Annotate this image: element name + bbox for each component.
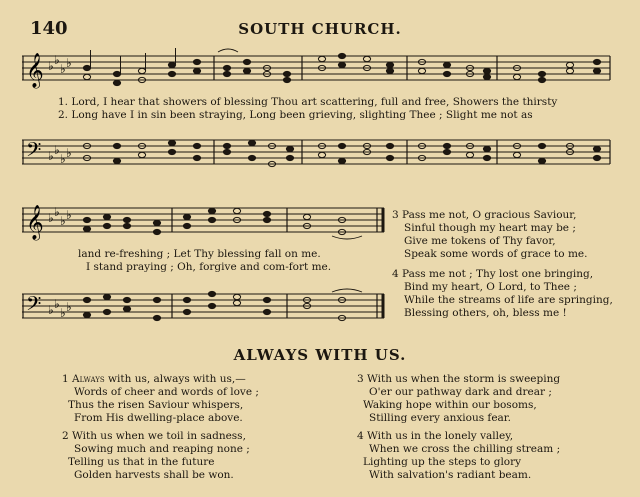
poem-line: Telling us that in the future: [68, 456, 215, 468]
tune-title: SOUTH CHURCH.: [238, 20, 402, 38]
poem-line: Sowing much and reaping none ;: [74, 443, 250, 455]
poem-stanza-1: [62, 373, 259, 425]
svg-text:♭: ♭: [54, 53, 60, 67]
svg-text:♭: ♭: [48, 211, 54, 225]
poem-line: From His dwelling-place above.: [74, 412, 243, 424]
lyric-row2-line2: I stand praying ; Oh, forgive and com-fort me.: [86, 261, 332, 273]
poem-line: When we cross the chilling stream ;: [369, 443, 561, 455]
svg-text:♭: ♭: [66, 56, 72, 70]
side-stanza-line: While the streams of life are springing,: [404, 294, 613, 306]
poem-line: 3 With us when the storm is sweeping: [357, 373, 561, 385]
svg-text:♭: ♭: [60, 306, 66, 320]
side-stanza-line: 3 Pass me not, O gracious Saviour,: [392, 209, 577, 221]
lyric-row1-line2: 2. Long have I in sin been straying, Long been grieving, slighting Thee ; Slight me not as: [58, 109, 533, 121]
svg-text:♭: ♭: [54, 205, 60, 219]
treble-staff-row1: [22, 48, 612, 88]
side-stanza-line: Blessing others, oh, bless me !: [404, 307, 567, 319]
svg-text:𝄞: 𝄞: [26, 205, 44, 240]
svg-text:♭: ♭: [48, 149, 54, 163]
svg-text:𝄢: 𝄢: [26, 292, 42, 320]
bass-staff-row2: [22, 286, 387, 326]
poem-line: Waking hope within our bosoms,: [363, 399, 537, 411]
poem-title: ALWAYS WITH US.: [233, 346, 407, 364]
svg-text:♭: ♭: [48, 303, 54, 317]
svg-text:♭: ♭: [66, 146, 72, 160]
poem-line: O'er our pathway dark and drear ;: [369, 386, 552, 398]
treble-staff-row2: [22, 200, 387, 240]
side-stanza-line: Bind my heart, O Lord, to Thee ;: [404, 281, 577, 293]
poem-line: 4 With us in the lonely valley,: [357, 430, 514, 442]
poem-stanza-2: [62, 430, 250, 482]
svg-text:♭: ♭: [60, 152, 66, 166]
bass-staff-row1: [22, 132, 612, 172]
page-number: 140: [30, 18, 68, 39]
poem-line: Lighting up the steps to glory: [363, 456, 522, 468]
poem-line: Thus the risen Saviour whispers,: [68, 399, 244, 411]
svg-text:♭: ♭: [66, 300, 72, 314]
poem-line: Golden harvests shall be won.: [74, 469, 234, 481]
lyric-row1-line1: 1. Lord, I hear that showers of blessing Thou art scattering, full and free, Showers the thirsty: [58, 96, 558, 108]
side-stanza-line: Sinful though my heart may be ;: [404, 222, 576, 234]
poem-line: 2 With us when we toil in sadness,: [62, 430, 246, 442]
poem-stanza-4: [357, 430, 560, 482]
lyric-row2-line1: land re-freshing ; Let Thy blessing fall on me.: [78, 248, 321, 260]
svg-text:♭: ♭: [60, 62, 66, 76]
poem-line: With salvation's radiant beam.: [369, 469, 532, 481]
stanza-number: 1: [62, 373, 69, 385]
svg-text:♭: ♭: [54, 297, 60, 311]
svg-text:𝄢: 𝄢: [26, 138, 42, 166]
poem-stanza-3: [357, 373, 560, 425]
first-word: Always: [72, 373, 105, 385]
poem-line: Words of cheer and words of love ;: [74, 386, 259, 398]
svg-text:𝄞: 𝄞: [26, 53, 44, 88]
side-stanza-4: [392, 268, 613, 320]
svg-text:♭: ♭: [66, 208, 72, 222]
first-line-rest: with us, always with us,—: [104, 373, 246, 385]
svg-text:♭: ♭: [60, 214, 66, 228]
side-stanza-line: Speak some words of grace to me.: [404, 248, 588, 260]
svg-text:♭: ♭: [54, 143, 60, 157]
side-stanza-line: Give me tokens of Thy favor,: [404, 235, 556, 247]
side-stanza-line: 4 Pass me not ; Thy lost one bringing,: [392, 268, 594, 280]
poem-line: Stilling every anxious fear.: [369, 412, 511, 424]
side-stanza-3: [392, 209, 587, 261]
svg-text:♭: ♭: [48, 59, 54, 73]
